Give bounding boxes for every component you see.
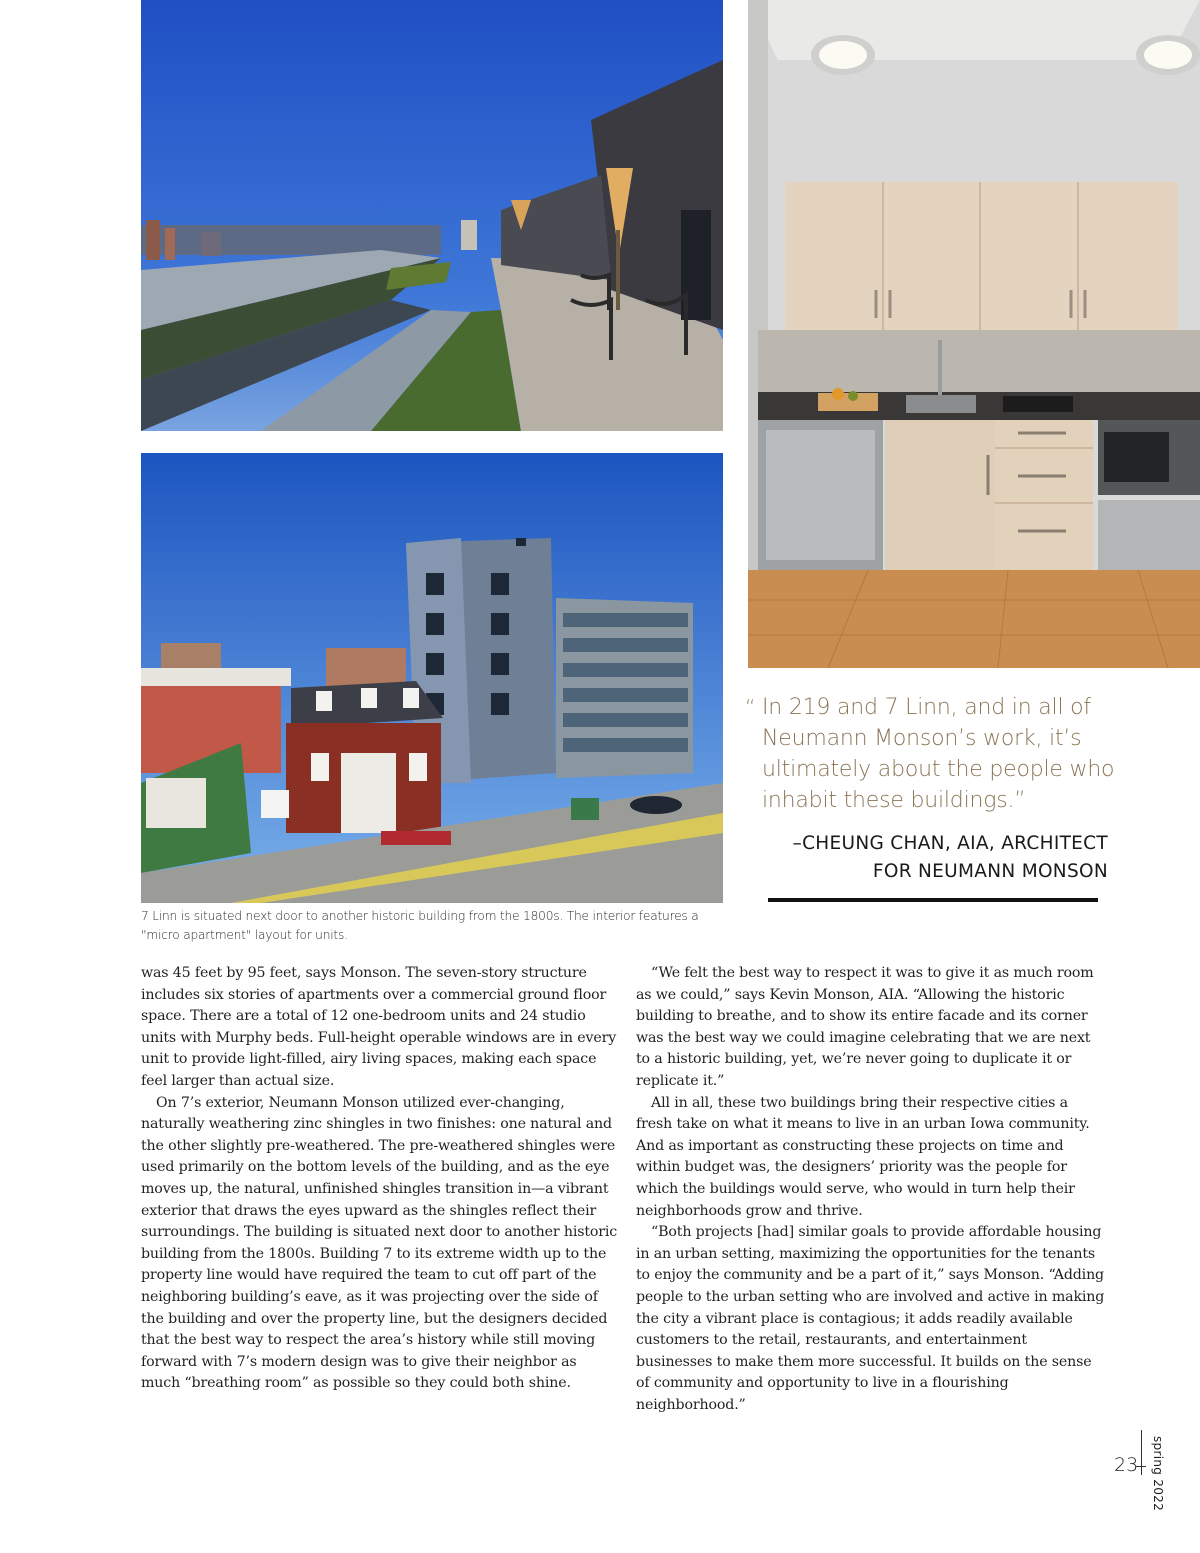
quote-mark: “: [745, 695, 756, 719]
body-paragraph: All in all, these two buildings bring their respective cities a fresh take on what it means to live in an urban Iowa community. And as important as constructing these projects on time and within budget was, the designers’ priority was the people for which the buildings would serve, who would in turn help their neighborhoods grow and thrive.: [636, 1094, 1090, 1219]
photo-caption: 7 Linn is situated next door to another historic building from the 1800s. The interior features a "micro apartment" layout for units.: [141, 909, 699, 942]
issue-label: spring 2022: [1151, 1436, 1165, 1512]
folio-rule: [1141, 1430, 1142, 1475]
body-column-right: [636, 963, 1106, 1416]
7-linn-exterior-photo: [141, 453, 723, 903]
pull-quote-attribution: –CHEUNG CHAN, AIA, ARCHITECT FOR NEUMANN MONSON: [792, 833, 1108, 882]
body-paragraph: On 7’s exterior, Neumann Monson utilized ever-changing, naturally weathering zinc shingles in two finishes: one natural and the other slightly pre-weathered. The pre-weathered shingles were used primarily on the bottom levels of the building, and as the eye moves up, the natural, unfinished shingles transition in—a vibrant exterior that draws the eyes upward as the shingles reflect their surroundings. The building is situated next door to another historic building from the 1800s. Building 7 to its extreme width up to the property line would have required the team to cut off part of the neighboring building’s eave, as it was projecting over the side of the building and over the property line, but the designers decided that the best way to respect the area’s history while still moving forward with 7’s modern design was to give their neighbor as much “breathing room” as possible so they could both shine.: [141, 1094, 618, 1392]
pull-quote: [745, 692, 1125, 816]
page-number: 23: [1114, 1454, 1139, 1476]
pull-quote-rule: [768, 898, 1098, 902]
body-paragraph: “We felt the best way to respect it was to give it as much room as we could,” says Kevin Monson, AIA. “Allowing the historic building to breathe, and to show its entire facade and its corner was the best way we could imagine celebrating that we are next to a historic building, yet, we’re never going to duplicate it or replicate it.”: [636, 965, 1094, 1089]
body-paragraph: was 45 feet by 95 feet, says Monson. The seven-story structure includes six stories of apartments over a commercial ground floor space. There are a total of 12 one-bedroom units and 24 studio units with Murphy beds. Full-height operable windows are in every unit to provide light-filled, airy living spaces, making each space feel larger than actual size.: [141, 965, 617, 1089]
micro-apartment-kitchen-photo: [748, 0, 1200, 668]
pull-quote-text: In 219 and 7 Linn, and in all of Neumann Monson’s work, it’s ultimately about the people who inhabit these buildings.”: [762, 695, 1115, 813]
rooftop-terrace-photo: [141, 0, 723, 431]
body-column-left: [141, 963, 619, 1395]
body-paragraph: “Both projects [had] similar goals to provide affordable housing in an urban setting, maximizing the opportunities for the tenants to enjoy the community and be a part of it,” says Monson. “Adding people to the urban setting who are involved and active in making the city a vibrant place is contagious; it adds readily available customers to the retail, restaurants, and entertainment businesses to make them more successful. It builds on the sense of community and opportunity to live in a flourishing neighborhood.”: [636, 1224, 1105, 1413]
